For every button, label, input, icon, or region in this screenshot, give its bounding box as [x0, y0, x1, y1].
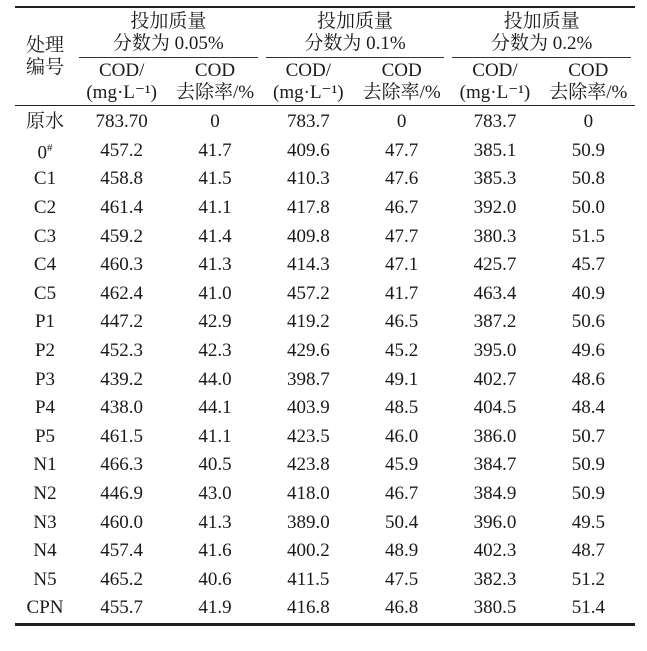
- removal-rate-value: 49.5: [571, 511, 605, 533]
- cod-value: 463.4: [473, 282, 517, 304]
- table-row: [15, 280, 635, 309]
- table-row: [15, 594, 635, 624]
- cod-value: 380.5: [448, 594, 541, 624]
- cod-value: 439.2: [100, 368, 144, 390]
- cod-column-header: [262, 58, 355, 106]
- removal-rate-value: 49.6: [571, 340, 605, 362]
- removal-rate-value: 41.3: [198, 254, 232, 276]
- subheader-line2: (mg·L⁻¹): [459, 81, 531, 103]
- table-row: [15, 308, 635, 337]
- group-header-0.2: [448, 7, 635, 58]
- removal-rate-column-header: [542, 58, 635, 106]
- removal-rate-value: 46.8: [355, 594, 448, 624]
- removal-rate-value: 50.9: [571, 454, 605, 476]
- group-header-0.05: [75, 7, 262, 58]
- cod-value: 455.7: [75, 594, 168, 624]
- subheader-line2: 去除率/%: [175, 81, 255, 103]
- row-id: CPN: [15, 594, 75, 624]
- row-id: P2: [34, 340, 56, 362]
- removal-rate-value: 50.9: [571, 483, 605, 505]
- removal-rate-value: 44.1: [198, 397, 232, 419]
- table-row: [15, 566, 635, 595]
- removal-rate-value: 40.9: [571, 282, 605, 304]
- removal-rate-value: 50.9: [571, 139, 605, 161]
- removal-rate-value: 46.0: [385, 425, 419, 447]
- cod-removal-table: [15, 6, 635, 626]
- subheader-line1: COD: [381, 59, 422, 81]
- cod-value: 380.3: [473, 225, 517, 247]
- removal-rate-value: 42.9: [198, 311, 232, 333]
- removal-rate-value: 46.7: [385, 197, 419, 219]
- cod-value: 459.2: [100, 225, 144, 247]
- cod-value: 458.8: [100, 168, 144, 190]
- table-row: [15, 165, 635, 194]
- cod-value: 411.5: [287, 568, 330, 590]
- cod-value: 783.7: [473, 111, 517, 133]
- removal-rate-value: 47.7: [385, 225, 419, 247]
- row-id: P4: [34, 397, 56, 419]
- subheader-line2: (mg·L⁻¹): [86, 81, 157, 103]
- table-row: [15, 106, 635, 137]
- row-id: P3: [34, 368, 56, 390]
- table-row: [15, 480, 635, 509]
- cod-value: 400.2: [286, 540, 330, 562]
- removal-rate-value: 41.9: [168, 594, 261, 624]
- removal-rate-value: 0: [583, 111, 594, 133]
- cod-value: 403.9: [286, 397, 330, 419]
- removal-rate-value: 49.1: [385, 368, 419, 390]
- removal-rate-value: 45.7: [571, 254, 605, 276]
- cod-value: 396.0: [473, 511, 517, 533]
- removal-rate-value: 51.2: [571, 568, 605, 590]
- removal-rate-value: 50.8: [571, 168, 605, 190]
- cod-value: 395.0: [473, 340, 517, 362]
- removal-rate-value: 41.7: [198, 139, 232, 161]
- cod-value: 418.0: [286, 483, 330, 505]
- group-line2: 分数为 0.05%: [112, 33, 224, 54]
- removal-rate-value: 43.0: [198, 483, 232, 505]
- table-row: [15, 337, 635, 366]
- row-id: P5: [34, 425, 56, 447]
- cod-value: 409.6: [286, 139, 330, 161]
- row-id: N4: [33, 540, 57, 562]
- table-row: [15, 194, 635, 223]
- table-row: [15, 251, 635, 280]
- table-row: [15, 537, 635, 566]
- subheader-line1: COD/: [98, 59, 145, 81]
- table-row: [15, 365, 635, 394]
- removal-rate-value: 51.5: [571, 225, 605, 247]
- row-id: C4: [33, 254, 57, 276]
- cod-value: 465.2: [100, 568, 144, 590]
- row-id: C3: [33, 225, 57, 247]
- cod-value: 409.8: [286, 225, 330, 247]
- removal-rate-value: 47.1: [385, 254, 419, 276]
- cod-value: 783.70: [95, 111, 148, 133]
- subheader-line2: (mg·L⁻¹): [273, 81, 344, 103]
- cod-column-header: [448, 58, 541, 106]
- cod-value: 429.6: [286, 340, 330, 362]
- row-id: N1: [33, 454, 57, 476]
- group-line2: 分数为 0.1%: [304, 33, 406, 54]
- row-label-header: [15, 7, 75, 106]
- cod-value: 404.5: [473, 397, 517, 419]
- cod-value: 387.2: [473, 311, 517, 333]
- cod-value: 462.4: [100, 282, 144, 304]
- removal-rate-value: 40.5: [198, 454, 232, 476]
- removal-rate-value: 50.6: [571, 311, 605, 333]
- removal-rate-value: 41.7: [385, 282, 419, 304]
- cod-value: 783.7: [286, 111, 330, 133]
- removal-rate-value: 48.6: [571, 368, 605, 390]
- cod-value: 385.3: [473, 168, 517, 190]
- removal-rate-value: 51.4: [542, 594, 635, 624]
- row-id: C5: [33, 282, 57, 304]
- row-id: C2: [33, 197, 57, 219]
- cod-value: 423.5: [286, 425, 330, 447]
- row-label-line1: 处理: [25, 34, 64, 56]
- row-id: 0#: [37, 142, 53, 164]
- row-id: N5: [33, 568, 57, 590]
- cod-value: 389.0: [286, 511, 330, 533]
- cod-value: 425.7: [473, 254, 517, 276]
- group-header-0.1: [262, 7, 449, 58]
- cod-value: 438.0: [100, 397, 144, 419]
- cod-value: 460.0: [100, 511, 144, 533]
- cod-value: 385.1: [473, 139, 517, 161]
- subheader-line1: COD: [568, 59, 609, 81]
- removal-rate-value: 46.7: [385, 483, 419, 505]
- cod-value: 398.7: [286, 368, 330, 390]
- removal-rate-value: 48.7: [571, 540, 605, 562]
- removal-rate-value: 41.3: [198, 511, 232, 533]
- subheader-line2: 去除率/%: [549, 81, 628, 103]
- removal-rate-value: 44.0: [198, 368, 232, 390]
- removal-rate-value: 40.6: [198, 568, 232, 590]
- cod-value: 457.2: [100, 139, 144, 161]
- removal-rate-value: 50.4: [385, 511, 419, 533]
- cod-value: 414.3: [286, 254, 330, 276]
- removal-rate-value: 42.3: [198, 340, 232, 362]
- removal-rate-value: 48.9: [385, 540, 419, 562]
- cod-value: 461.5: [100, 425, 144, 447]
- cod-value: 457.2: [286, 282, 330, 304]
- group-line2: 分数为 0.2%: [490, 33, 593, 54]
- removal-rate-value: 48.4: [571, 397, 605, 419]
- cod-value: 402.3: [473, 540, 517, 562]
- cod-value: 402.7: [473, 368, 517, 390]
- group-line1: 投加质量: [130, 11, 207, 32]
- cod-value: 384.7: [473, 454, 517, 476]
- cod-value: 416.8: [262, 594, 355, 624]
- removal-rate-value: 41.0: [198, 282, 232, 304]
- removal-rate-value: 41.5: [198, 168, 232, 190]
- table-row: [15, 137, 635, 166]
- table-row: [15, 394, 635, 423]
- cod-value: 446.9: [100, 483, 144, 505]
- cod-value: 382.3: [473, 568, 517, 590]
- cod-value: 417.8: [286, 197, 330, 219]
- removal-rate-value: 50.0: [571, 197, 605, 219]
- cod-value: 452.3: [100, 340, 144, 362]
- subheader-line1: COD/: [472, 59, 518, 81]
- removal-rate-value: 41.1: [198, 425, 232, 447]
- row-id: N3: [33, 511, 57, 533]
- removal-rate-value: 0: [210, 111, 220, 133]
- removal-rate-value: 50.7: [571, 425, 605, 447]
- cod-column-header: [75, 58, 168, 106]
- cod-value: 419.2: [286, 311, 330, 333]
- cod-value: 386.0: [473, 425, 517, 447]
- removal-rate-value: 48.5: [385, 397, 419, 419]
- cod-value: 423.8: [286, 454, 330, 476]
- cod-value: 461.4: [100, 197, 144, 219]
- cod-value: 466.3: [100, 454, 144, 476]
- removal-rate-value: 47.5: [385, 568, 419, 590]
- table-row: [15, 508, 635, 537]
- row-id: 原水: [25, 111, 64, 133]
- table-row: [15, 423, 635, 452]
- removal-rate-column-header: [355, 58, 448, 106]
- subheader-line1: COD/: [285, 59, 332, 81]
- row-id: C1: [33, 168, 57, 190]
- removal-rate-value: 45.9: [385, 454, 419, 476]
- row-label-line2: 编号: [25, 56, 64, 78]
- row-id: N2: [33, 483, 57, 505]
- removal-rate-value: 41.4: [198, 225, 232, 247]
- subheader-line2: 去除率/%: [362, 81, 441, 103]
- cod-value: 460.3: [100, 254, 144, 276]
- group-line1: 投加质量: [503, 11, 580, 32]
- cod-value: 384.9: [473, 483, 517, 505]
- group-line1: 投加质量: [316, 11, 393, 32]
- cod-value: 392.0: [473, 197, 517, 219]
- removal-rate-value: 45.2: [385, 340, 419, 362]
- removal-rate-column-header: [168, 58, 261, 106]
- removal-rate-value: 47.6: [385, 168, 419, 190]
- subheader-line1: COD: [194, 59, 236, 81]
- removal-rate-value: 46.5: [385, 311, 419, 333]
- removal-rate-value: 0: [396, 111, 407, 133]
- table-row: [15, 222, 635, 251]
- cod-value: 457.4: [100, 540, 144, 562]
- table-row: [15, 451, 635, 480]
- removal-rate-value: 47.7: [385, 139, 419, 161]
- cod-value: 410.3: [286, 168, 330, 190]
- removal-rate-value: 41.1: [198, 197, 232, 219]
- removal-rate-value: 41.6: [198, 540, 232, 562]
- cod-value: 447.2: [100, 311, 144, 333]
- row-id: P1: [34, 311, 56, 333]
